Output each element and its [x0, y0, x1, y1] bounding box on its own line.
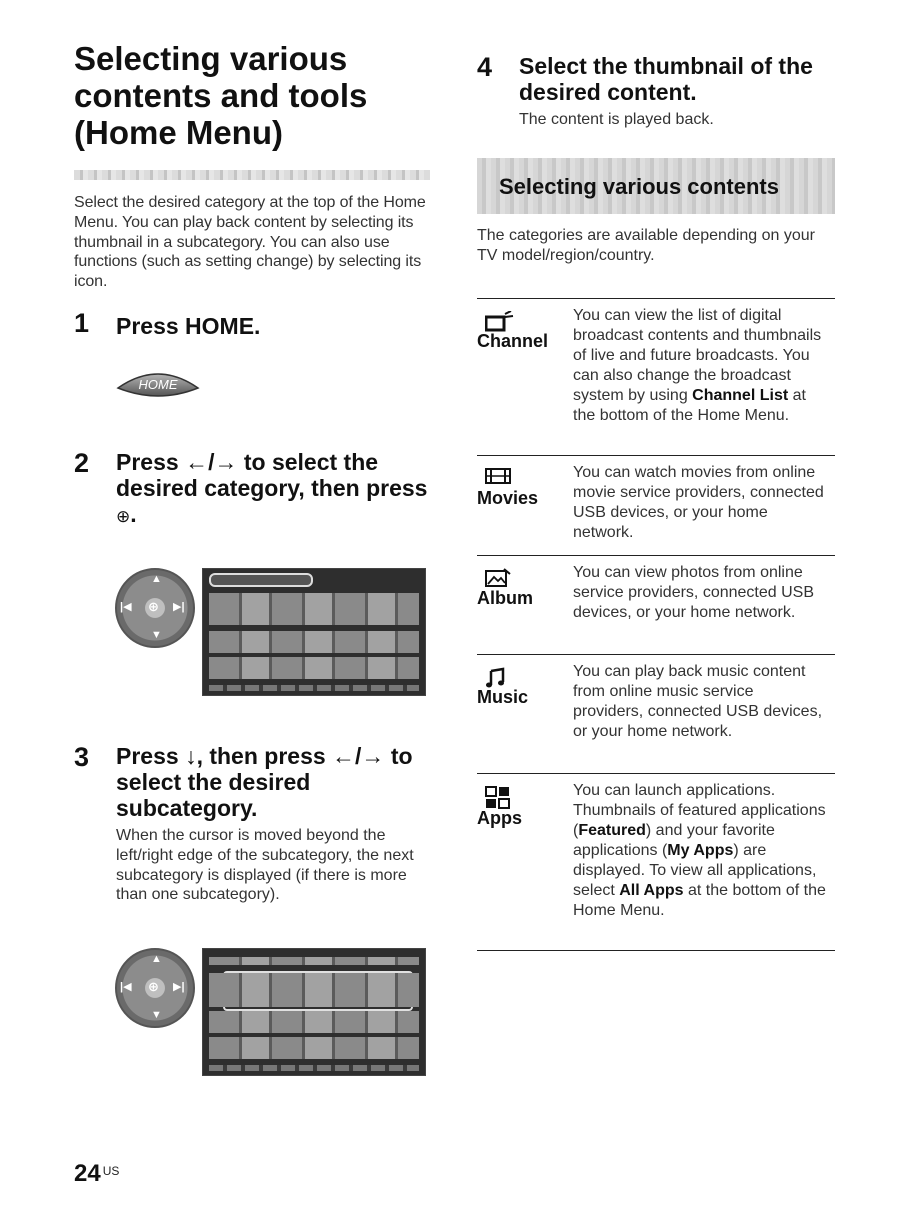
photo-icon: [485, 568, 511, 588]
category-row-channel: [477, 298, 835, 455]
step-number: 1: [74, 308, 90, 338]
step-4: [477, 52, 835, 132]
home-button-icon: [114, 366, 202, 400]
step-description: When the cursor is moved beyond the left/right edge of the subcategory, the next subcategory is displayed (if there is more than one subcategory).: [116, 827, 414, 904]
category-name: Channel: [477, 331, 549, 351]
section-heading-banner: [477, 158, 835, 214]
left-right-arrows-icon: ←/→: [185, 449, 238, 475]
step-1: [74, 308, 436, 418]
category-table: [477, 298, 835, 951]
category-description: You can view the list of digital broadcast contents and thumbnails of live and future broadcasts. You can also change the broadcast system by using Channel List at the bottom of the Home Menu.: [573, 307, 822, 424]
intro-text: Select the desired category at the top of the Home Menu. You can play back content by selecting its thumbnail in a subcategory. You can also use functions (such as setting change) by selecting its icon.: [74, 194, 426, 291]
film-icon: [485, 468, 511, 484]
category-name: Music: [477, 687, 529, 707]
down-arrow-icon: ↓: [185, 743, 197, 769]
home-menu-screenshot: [202, 568, 426, 696]
page-title: Selecting various contents and tools (Home Menu): [74, 40, 368, 151]
dpad-icon: ▲ ▼ |◀ ▶| ⊕: [115, 948, 195, 1028]
step-number: 3: [74, 742, 90, 772]
category-name: Movies: [477, 488, 539, 508]
step-3: [74, 742, 436, 1072]
step-text: Select the thumbnail of the desired content.: [519, 53, 813, 105]
home-menu-screenshot: [202, 948, 426, 1076]
category-description: You can launch applications. Thumbnails of featured applications (Featured) and your favorite applications (My Apps) are displayed. To view all applications, select All Apps at the bottom of the Home Menu.: [573, 782, 826, 919]
step-text: Press ↓, then press ←/→ to select the desired subcategory.: [116, 743, 413, 821]
step-2: [74, 448, 436, 698]
category-description: You can watch movies from online movie service providers, connected USB devices, or your home network.: [573, 464, 824, 541]
category-row-apps: [477, 773, 835, 951]
home-button-label: HOME: [138, 377, 178, 392]
step-number: 2: [74, 448, 90, 478]
category-row-music: [477, 654, 835, 773]
section-heading: Selecting various contents: [499, 174, 779, 199]
dpad-icon: ▲ ▼ |◀ ▶| ⊕: [115, 568, 195, 648]
section-intro: The categories are available depending on your TV model/region/country.: [477, 227, 816, 264]
music-note-icon: [485, 667, 507, 689]
page-number: 24 $^{US}$: [74, 1160, 120, 1187]
step-description: The content is played back.: [519, 111, 714, 128]
category-name: Apps: [477, 808, 522, 828]
category-description: You can view photos from online service providers, connected USB devices, or your home network.: [573, 564, 814, 621]
step-number: 4: [477, 52, 493, 82]
category-row-movies: [477, 455, 835, 555]
enter-button-icon: ⊕: [116, 507, 131, 526]
tv-channel-icon: [485, 311, 515, 333]
title-divider: [74, 170, 430, 180]
apps-grid-icon: [485, 786, 511, 810]
category-row-album: [477, 555, 835, 654]
step-text: Press HOME.: [116, 313, 261, 339]
step-text: Press ←/→ to select the desired category, then press ⊕.: [116, 449, 428, 527]
category-description: You can play back music content from online music service providers, connected USB devices, or your home network.: [573, 663, 823, 740]
category-name: Album: [477, 588, 533, 608]
left-right-arrows-icon: ←/→: [332, 743, 385, 769]
